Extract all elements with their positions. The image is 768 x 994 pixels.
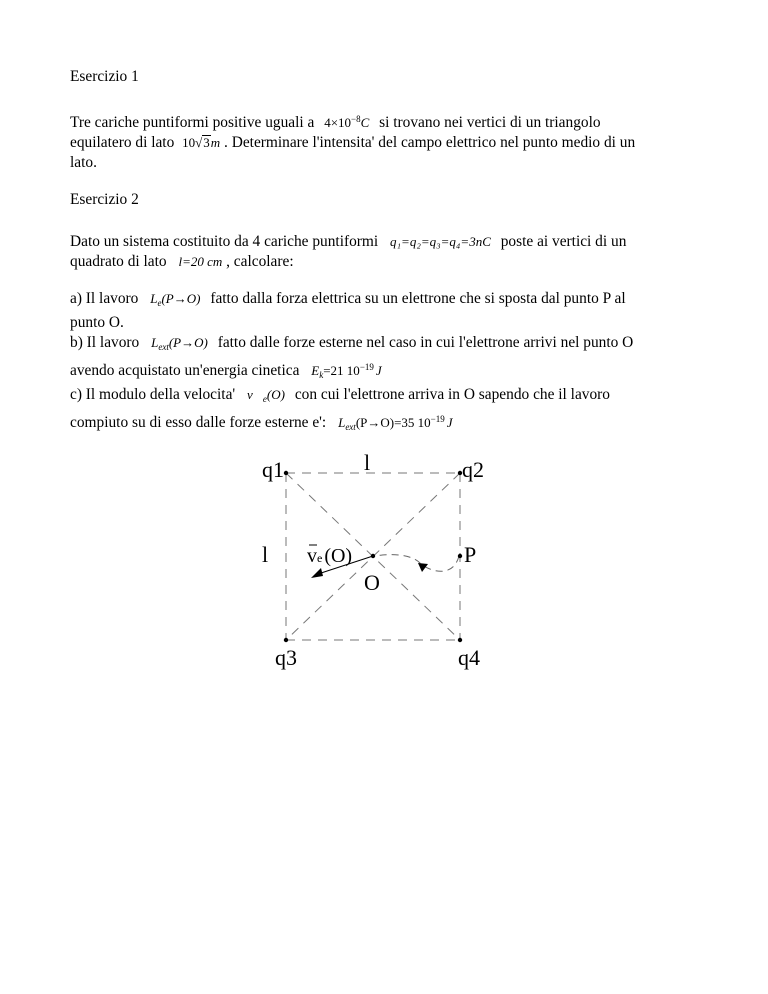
exercise-1-title: Esercizio 1 <box>70 68 139 85</box>
label-side-top: l <box>364 450 371 475</box>
point-q3 <box>284 638 288 642</box>
square-side-formula: l=20 cm <box>178 254 223 269</box>
label-q3: q3 <box>275 645 297 670</box>
question-b-text-2: avendo acquistato un'energia cinetica <box>70 362 300 379</box>
side-coefficient: 10 <box>182 135 196 150</box>
energy-symbol: E <box>311 363 320 378</box>
velocity-label-arg: (O) <box>324 545 353 567</box>
velocity-arrowhead <box>311 568 323 578</box>
charge-unit: C <box>360 115 370 130</box>
ex1-text-1: Tre cariche puntiformi positive uguali a <box>70 114 315 131</box>
energy-subscript: k <box>319 370 324 380</box>
charge-coefficient: 4×10 <box>324 115 352 130</box>
question-a-text: fatto dalla forza elettrica su un elettrone che si sposta dal punto P al <box>210 290 626 307</box>
ex1-text-4: . Determinare l'intensita' del campo elettrico nel punto medio di un <box>224 134 636 151</box>
label-P: P <box>464 542 477 567</box>
point-P <box>458 554 462 558</box>
energy-unit: J <box>375 363 382 378</box>
electron-trajectory <box>374 555 459 572</box>
work-ext-value-symbol: L <box>338 415 346 430</box>
question-b-label: b) Il lavoro <box>70 334 140 351</box>
ex2-intro-text-2: poste ai vertici di un <box>500 233 627 250</box>
work-ext-argument: (P→O) <box>168 335 208 350</box>
exercise-2-title: Esercizio 2 <box>70 191 139 208</box>
ex2-intro-text-3: quadrato di lato <box>70 253 167 270</box>
velocity-label-v: v <box>307 545 317 567</box>
velocity-argument: (O) <box>266 387 285 402</box>
work-subscript: e <box>157 298 162 308</box>
label-O: O <box>364 570 380 595</box>
point-O <box>371 554 375 558</box>
ex1-text-2: si trovano nei vertici di un triangolo <box>379 114 601 131</box>
question-b-text: fatto dalle forze esterne nel caso in cui l'elettrone arrivi nel punto O <box>217 334 634 351</box>
label-side-left: l <box>262 542 269 567</box>
work-ext-subscript: ext <box>158 342 169 352</box>
ex2-intro-text-4: , calcolare: <box>226 253 294 270</box>
work-argument: (P→O) <box>161 291 201 306</box>
question-a-label: a) Il lavoro <box>70 290 139 307</box>
energy-value: =21 10 <box>323 363 360 378</box>
ex1-text-3: equilatero di lato <box>70 134 175 151</box>
ex2-intro-text-1: Dato un sistema costituito da 4 cariche puntiformi <box>70 233 379 250</box>
question-c-label: c) Il modulo della velocita' <box>70 386 236 403</box>
question-c-text: con cui l'elettrone arriva in O sapendo che il lavoro <box>294 386 610 403</box>
label-q1: q1 <box>262 457 284 482</box>
side-root: 3 <box>203 135 210 150</box>
velocity-symbol: v⃗ <box>247 387 263 402</box>
charge-exponent: −8 <box>351 114 361 124</box>
work-ext-value: (P→O)=35 10 <box>355 415 431 430</box>
work-symbol: L <box>150 291 158 306</box>
side-length-formula: 10√3m <box>182 135 221 150</box>
question-c-text-2: compiuto su di esso dalle forze esterne e': <box>70 414 327 431</box>
question-a-line-2: punto O. <box>70 314 124 331</box>
label-q4: q4 <box>458 645 480 670</box>
point-q4 <box>458 638 462 642</box>
charges-formula: q₁=q₂=q₃=q₄=3nC <box>390 234 491 249</box>
work-ext-value-unit: J <box>446 415 453 430</box>
ex1-line-3: lato. <box>70 154 97 171</box>
side-unit: m <box>210 135 221 150</box>
work-ext-value-subscript: ext <box>345 422 356 432</box>
label-q2: q2 <box>462 457 484 482</box>
work-ext-symbol: L <box>151 335 159 350</box>
energy-exponent: −19 <box>359 362 374 372</box>
velocity-subscript: e <box>262 394 267 404</box>
label-velocity <box>307 545 352 567</box>
velocity-label-sub: e <box>317 551 323 565</box>
work-ext-value-exponent: −19 <box>430 414 445 424</box>
point-q1 <box>284 471 288 475</box>
